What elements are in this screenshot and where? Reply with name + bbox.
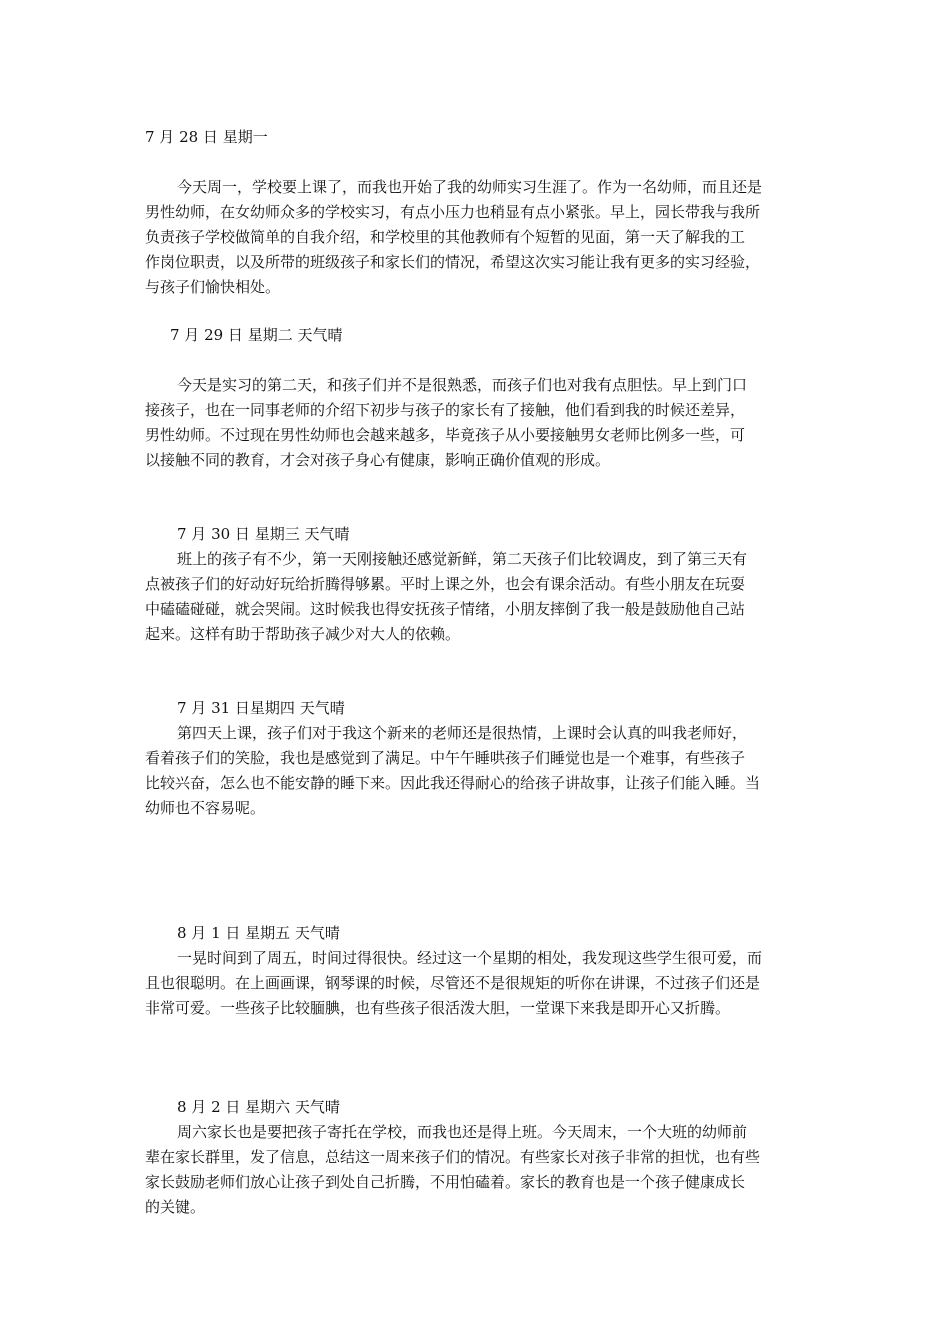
entry-heading: 7 月 30 日 星期三 天气晴 — [177, 525, 350, 543]
entry-heading: 7 月 29 日 星期二 天气晴 — [170, 326, 343, 344]
paragraph-line: 接孩子，也在一同事老师的介绍下初步与孩子的家长有了接触，他们看到我的时候还差异， — [145, 401, 746, 419]
paragraph-line: 起来。这样有助于帮助孩子减少对大人的依赖。 — [145, 625, 461, 643]
entry-heading: 8 月 2 日 星期六 天气晴 — [177, 1098, 340, 1116]
entry-paragraph — [145, 946, 817, 1021]
entry-paragraph — [145, 1120, 817, 1220]
entry-heading: 8 月 1 日 星期五 天气晴 — [177, 924, 340, 942]
paragraph-line: 周六家长也是要把孩子寄托在学校，而我也还是得上班。今天周末，一个大班的幼师前 — [177, 1123, 748, 1141]
paragraph-line: 家长鼓励老师们放心让孩子到处自己折腾，不用怕磕着。家长的教育也是一个孩子健康成长 — [145, 1173, 746, 1191]
paragraph-line: 负责孩子学校做简单的自我介绍，和学校里的其他教师有个短暂的见面，第一天了解我的工 — [145, 228, 746, 246]
paragraph-line: 今天周一，学校要上课了，而我也开始了我的幼师实习生涯了。作为一名幼师，而且还是 — [177, 178, 763, 196]
entry-paragraph — [145, 373, 817, 473]
paragraph-line: 幼师也不容易呢。 — [145, 799, 266, 817]
entry-paragraph — [145, 721, 817, 821]
paragraph-line: 辈在家长群里，发了信息，总结这一周来孩子们的情况。有些家长对孩子非常的担忧，也有些 — [145, 1148, 761, 1166]
entry-heading: 7 月 28 日 星期一 — [145, 128, 268, 146]
paragraph-line: 今天是实习的第二天，和孩子们并不是很熟悉，而孩子们也对我有点胆怯。早上到门口 — [177, 376, 748, 394]
paragraph-line: 比较兴奋，怎么也不能安静的睡下来。因此我还得耐心的给孩子讲故事，让孩子们能入睡。当 — [145, 774, 761, 792]
paragraph-line: 作岗位职责，以及所带的班级孩子和家长们的情况，希望这次实习能让我有更多的实习经验， — [145, 253, 761, 271]
paragraph-line: 与孩子们愉快相处。 — [145, 278, 281, 296]
entry-paragraph — [145, 175, 817, 300]
paragraph-line: 且也很聪明。在上画画课，钢琴课的时候，尽管还不是很规矩的听你在讲课，不过孩子们还是 — [145, 974, 761, 992]
paragraph-line: 中磕磕碰碰，就会哭闹。这时候我也得安抚孩子情绪，小朋友摔倒了我一般是鼓励他自己站 — [145, 600, 746, 618]
paragraph-line: 男性幼师，在女幼师众多的学校实习，有点小压力也稍显有点小紧张。早上，园长带我与我所 — [145, 203, 761, 221]
entry-heading: 7 月 31 日星期四 天气晴 — [177, 699, 345, 717]
paragraph-line: 点被孩子们的好动好玩给折腾得够累。平时上课之外，也会有课余活动。有些小朋友在玩耍 — [145, 575, 746, 593]
paragraph-line: 第四天上课，孩子们对于我这个新来的老师还是很热情，上课时会认真的叫我老师好， — [177, 724, 748, 742]
paragraph-line: 非常可爱。一些孩子比较腼腆，也有些孩子很活泼大胆，一堂课下来我是即开心又折腾。 — [145, 999, 731, 1017]
paragraph-line: 一晃时间到了周五，时间过得很快。经过这一个星期的相处，我发现这些学生很可爱，而 — [177, 949, 763, 967]
paragraph-line: 的关键。 — [145, 1198, 206, 1216]
entry-paragraph — [145, 547, 817, 647]
paragraph-line: 班上的孩子有不少，第一天刚接触还感觉新鲜，第二天孩子们比较调皮，到了第三天有 — [177, 550, 748, 568]
paragraph-line: 男性幼师。不过现在男性幼师也会越来越多，毕竟孩子从小要接触男女老师比例多一些，可 — [145, 426, 746, 444]
paragraph-line: 看着孩子们的笑脸，我也是感觉到了满足。中午午睡哄孩子们睡觉也是一个难事，有些孩子 — [145, 749, 746, 767]
paragraph-line: 以接触不同的教育，才会对孩子身心有健康，影响正确价值观的形成。 — [145, 451, 611, 469]
